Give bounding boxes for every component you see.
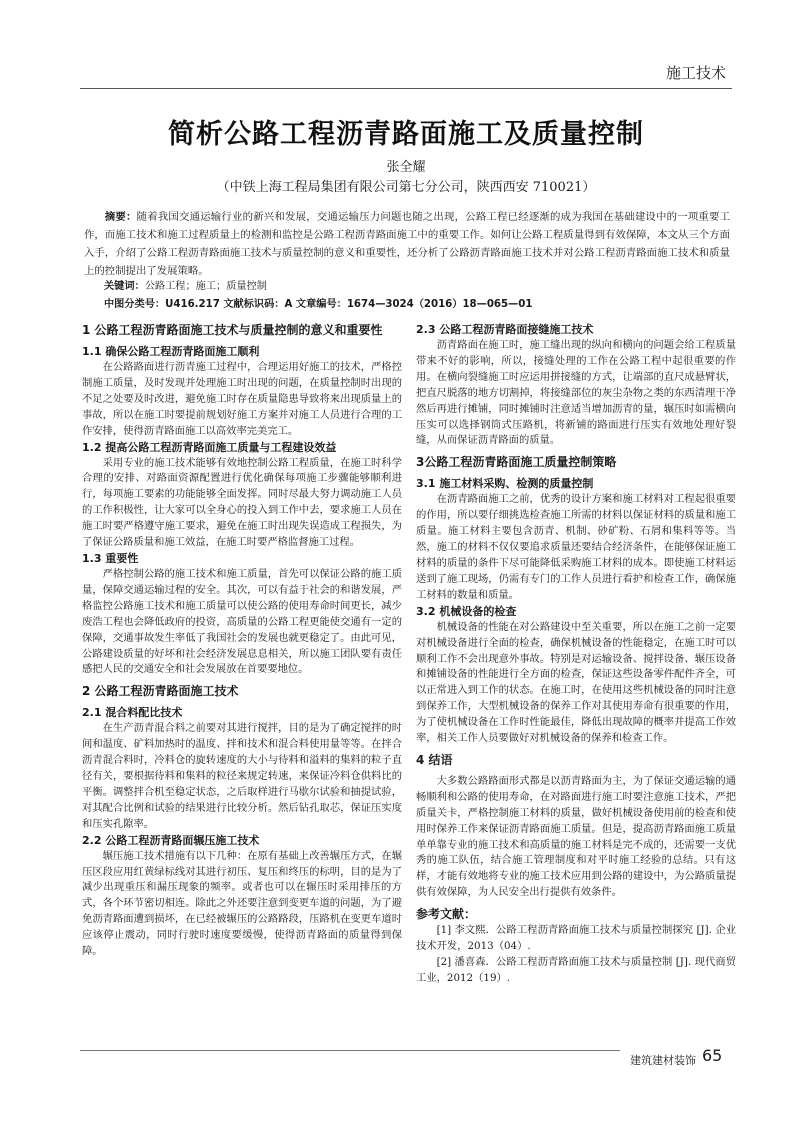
section-1-1-text: 在公路路面进行沥青施工过程中，合理运用好施工的技术，严格控制施工质量，及时发现并处理施工时出现的问题，在质量控制时出现的不足之处要及时改进，避免施工时存在质量隐患导致将来出现质量上的事故，所以在施工时要提前规划好施工方案并对施工人员进行合理的工作安排，使得沥青路面施工以高效率完美完工。 xyxy=(82,361,402,437)
section-3-2-heading: 3.2 机械设备的检查 xyxy=(416,604,517,618)
header-rule xyxy=(80,88,732,89)
article-affiliation: （中铁上海工程局集团有限公司第七分公司，陕西西安 710021） xyxy=(216,180,596,195)
section-2-1-heading: 2.1 混合料配比技术 xyxy=(82,706,183,720)
article-author: 张全耀 xyxy=(386,160,426,175)
keywords-text: 公路工程；施工；质量控制 xyxy=(144,281,267,292)
section-2-1-text: 在生产沥青混合料之前要对其进行搅拌，目的是为了确定搅拌的时间和温度、矿料加热时的温度、拌和技术和混合料使用量等等。在拌合沥青混合料时，冷料仓的旋转速度的大小与待料和溢料的集料的粒子直径有关，要根据待料和集料的粒径来规定转速，来保证冷料仓供料比的平衡。调整拌合机至稳定状态，之后取样进行马歇尔试验和抽提试验，对其配合比例和试验的结果进行比较分析。然后钻孔取芯，保证压实度和压实孔隙率。 xyxy=(82,722,402,830)
abstract-text: 随着我国交通运输行业的新兴和发展，交通运输压力问题也随之出现，公路工程已经逐渐的成为我国在基础建设中的一项重要工作，而施工技术和施工过程质量上的检测和监控是公路工程沥青路面施工中的重要工作。如何让公路工程质量得到有效保障，本文从三个方面入手，介绍了公路工程沥青路面施工技术与质量控制的意义和重要性，还分析了公路沥青路面施工技术并对公路工程沥青路面施工技术和质量上的控制提出了发展策略。 xyxy=(84,211,731,277)
section-2-2-text: 辗压施工技术措施有以下几种：在原有基础上改善辗压方式，在辗压区段应用红黄绿标线对其进行初压、复压和终压的标明，目的是为了减少出现重压和漏压现象的频率。或者也可以在辗压时采用排压的方式，各个环节密切相连。除此之外还要注意到变更车道的问题，为了避免沥青路面遭到损坏，在已经被辗压的公路路段，压路机在变更车道时应该停止震动，同时行驶时速度要缓慢，使得沥青路面的质量得到保障。 xyxy=(82,849,402,958)
section-tag: 施工技术 xyxy=(665,64,726,82)
keywords xyxy=(104,277,267,292)
left-column xyxy=(82,322,402,960)
footer-rule xyxy=(80,1050,620,1051)
section-2-3-text: 沥青路面在施工时，施工缝出现的纵向和横向的问题会给工程质量带来不好的影响，所以，接缝处理的工作在公路工程中起很重要的作用。在横向裂缝施工时应运用拼接缝的方式，让端部的直尺成悬臂状，把直尺脱落的地方切割掉，将接缝部位的灰尘杂物之类的东西清理干净然后再进行摊铺，同时摊铺时注意适当增加沥青的量，辗压时如需横向压实可以选择钢筒式压路机，将新铺的路面进行压实有效地处理好裂缝，从而保证沥青路面的质量。 xyxy=(416,339,736,447)
section-2-heading: 2 公路工程沥青路面施工技术 xyxy=(82,684,239,699)
references-heading: 参考文献： xyxy=(416,907,477,922)
classification: 中图分类号：U416.217 文献标识码：A 文章编号：1674—3024（2016）18—065—01 xyxy=(104,299,533,310)
section-1-1-heading: 1.1 确保公路工程沥青路面施工顺利 xyxy=(82,345,260,358)
section-3-1-text: 在沥青路面施工之前，优秀的设计方案和施工材料对工程起很重要的作用，所以要仔细挑选检查施工所需的材料以保证材料的质量和施工质量。施工材料主要包含沥青、机制、砂矿粉、石屑和集料等等。当然，施工的材料不仅仅要追求质量还要结合经济条件，在能够保证施工材料的质量的条件下尽可能降低采购施工材料的成本。即使施工材料运送到了施工现场，仍需有专门的工作人员进行看护和检查工作，确保施工材料的数量和质量。 xyxy=(416,493,736,601)
section-2-2-heading: 2.2 公路工程沥青路面辗压施工技术 xyxy=(82,833,260,847)
page-number: 65 xyxy=(702,1046,723,1065)
section-1-2-text: 采用专业的施工技术能够有效地控制公路工程质量，在施工时科学合理的安排、对路面资源配置进行优化确保每项施工步骤能够顺利进行，每项施工要素的功能能够全面发挥。同时尽最大努力调动施工人员的工作积极性，让大家可以全身心的投入到工作中去，要求施工人员在施工时要严格遵守施工要求，避免在施工时出现失误造成工程损失，为了保证公路质量和施工效益，在施工时要严格监督施工过程。 xyxy=(82,456,402,549)
article-title: 简析公路工程沥青路面施工及质量控制 xyxy=(168,119,644,150)
journal-name: 建筑建材装饰 xyxy=(630,1054,696,1067)
section-1-3-text: 严格控制公路的施工技术和施工质量，首先可以保证公路的施工质量，保障交通运输过程的安全。其次，可以有益于社会的和谐发展，严格监控公路施工技术和施工质量可以使公路的使用寿命时间更长，减少废浩工程也会降低政府的投资，高质量的公路工程更能使交通有一定的保障，交通事故发生率低了我国社会的发展也就更稳定了。由此可见，公路建设质量的好坏和社会经济发展息息相关，所以施工团队要有责任感把人民的交通安全和社会发展放在首要要地位。 xyxy=(82,567,402,676)
right-column xyxy=(416,322,736,987)
section-1-3-heading: 1.3 重要性 xyxy=(82,551,139,565)
abstract xyxy=(84,208,730,280)
section-4-text: 大多数公路路面形式都是以沥青路面为主，为了保证交通运输的通畅顺利和公路的使用寿命，在对路面进行施工时要注意施工技术，严把质量关卡，严格控制施工材料的质量，做好机械设备使用前的检查和使用时保养工作来保证沥青路面施工质量。但是，提高沥青路面施工质量单单靠专业的施工技术和高质量的施工材料是完不成的，还需要一支优秀的施工队伍，结合施工管理制度和对平时施工经验的总结。只有这样，才能有效地将专业的施工技术应用到公路的建设中，为公路质量提供有效保障，为人民安全出行提供有效条件。 xyxy=(416,774,736,899)
section-3-heading: 3公路工程沥青路面施工质量控制策略 xyxy=(416,455,617,470)
section-4-heading: 4 结语 xyxy=(416,752,453,767)
section-1-2-heading: 1.2 提高公路工程沥青路面施工质量与工程建设效益 xyxy=(82,440,337,454)
section-2-3-heading: 2.3 公路工程沥青路面接缝施工技术 xyxy=(416,323,594,336)
section-1-heading: 1 公路工程沥青路面施工技术与质量控制的意义和重要性 xyxy=(82,323,383,337)
reference-item: [1] 李文熙．公路工程沥青路面施工技术与质量控制探究 [J]. 企业技术开发，2013（04）. xyxy=(416,924,736,953)
reference-item: [2] 潘喜森．公路工程沥青路面施工技术与质量控制 [J]. 现代商贸工业，2012（19）. xyxy=(416,956,736,984)
section-3-2-text: 机械设备的性能在对公路建设中至关重要，所以在施工之前一定要对机械设备进行全面的检查，确保机械设备的性能稳定，在施工时可以顺利工作不会出现意外事故。特别是对运输设备、搅拌设备、辗压设备和摊铺设备的性能进行全方面的检查，保证这些设备零件配件齐全，可以正常进入到工作的状态。在施工时，在使用这些机械设备的同时注意到保养工作，大型机械设备的保养工作对其使用寿命有很重要的作用，为了使机械设备在工作时性能最佳，降低出现故障的概率并提高工作效率，相关工作人员要做好对机械设备的保养和检查工作。 xyxy=(416,620,736,745)
section-3-1-heading: 3.1 施工材料采购、检测的质量控制 xyxy=(416,477,594,491)
keywords-label: 关键词： xyxy=(104,281,145,292)
abstract-label: 摘要： xyxy=(104,211,137,223)
